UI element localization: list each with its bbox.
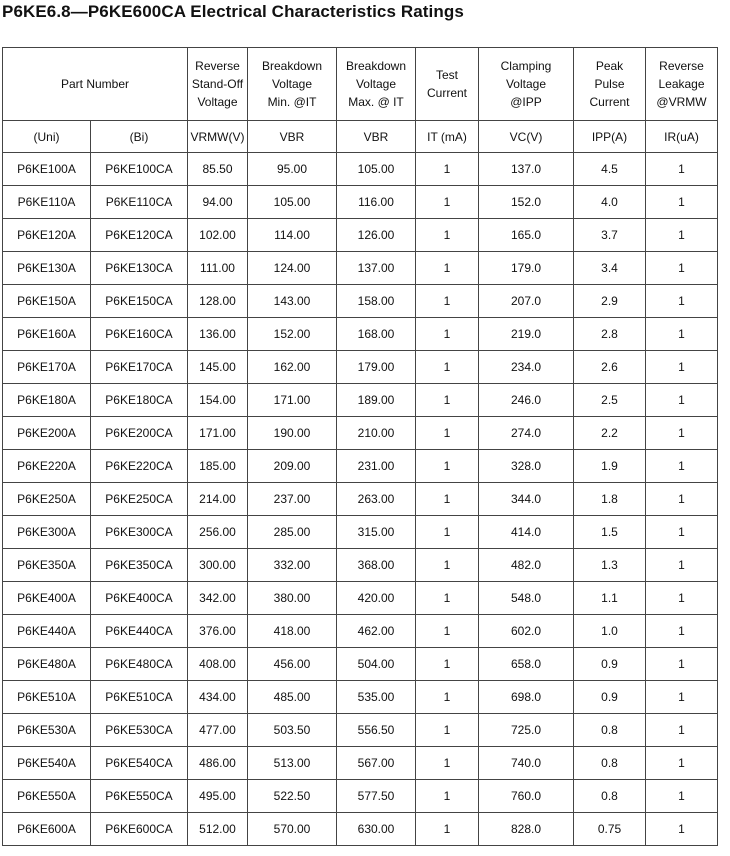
unit-vbr-min: VBR bbox=[248, 121, 337, 153]
cell-part-uni: P6KE540A bbox=[3, 747, 91, 780]
cell-part-bi: P6KE530CA bbox=[91, 714, 188, 747]
header-reverse-leakage: Reverse Leakage @VRMW bbox=[646, 48, 718, 121]
cell-part-uni: P6KE100A bbox=[3, 153, 91, 186]
cell-breakdown-max: 158.00 bbox=[337, 285, 416, 318]
cell-breakdown-max: 504.00 bbox=[337, 648, 416, 681]
cell-peak-pulse-current: 3.4 bbox=[574, 252, 646, 285]
header-clamping-voltage: Clamping Voltage @IPP bbox=[479, 48, 574, 121]
table-row bbox=[3, 813, 718, 846]
header-standoff-voltage: Reverse Stand-Off Voltage bbox=[188, 48, 248, 121]
cell-clamping-voltage: 165.0 bbox=[479, 219, 574, 252]
cell-standoff-voltage: 102.00 bbox=[188, 219, 248, 252]
cell-test-current: 1 bbox=[416, 384, 479, 417]
page-title: P6KE6.8—P6KE600CA Electrical Characteristics Ratings bbox=[2, 2, 464, 21]
cell-part-bi: P6KE120CA bbox=[91, 219, 188, 252]
cell-part-bi: P6KE130CA bbox=[91, 252, 188, 285]
unit-ir: IR(uA) bbox=[646, 121, 718, 153]
cell-breakdown-min: 190.00 bbox=[248, 417, 337, 450]
cell-standoff-voltage: 495.00 bbox=[188, 780, 248, 813]
cell-part-bi: P6KE180CA bbox=[91, 384, 188, 417]
cell-breakdown-min: 418.00 bbox=[248, 615, 337, 648]
cell-peak-pulse-current: 1.3 bbox=[574, 549, 646, 582]
cell-standoff-voltage: 408.00 bbox=[188, 648, 248, 681]
table-row bbox=[3, 648, 718, 681]
header-breakdown-min: Breakdown Voltage Min. @IT bbox=[248, 48, 337, 121]
cell-part-uni: P6KE550A bbox=[3, 780, 91, 813]
cell-breakdown-min: 485.00 bbox=[248, 681, 337, 714]
cell-peak-pulse-current: 0.75 bbox=[574, 813, 646, 846]
cell-breakdown-min: 124.00 bbox=[248, 252, 337, 285]
cell-test-current: 1 bbox=[416, 780, 479, 813]
cell-standoff-voltage: 477.00 bbox=[188, 714, 248, 747]
table-row bbox=[3, 318, 718, 351]
table-row bbox=[3, 549, 718, 582]
table-row bbox=[3, 186, 718, 219]
cell-standoff-voltage: 136.00 bbox=[188, 318, 248, 351]
cell-part-bi: P6KE540CA bbox=[91, 747, 188, 780]
cell-reverse-leakage: 1 bbox=[646, 813, 718, 846]
cell-test-current: 1 bbox=[416, 582, 479, 615]
cell-test-current: 1 bbox=[416, 252, 479, 285]
cell-reverse-leakage: 1 bbox=[646, 186, 718, 219]
cell-breakdown-min: 570.00 bbox=[248, 813, 337, 846]
cell-part-uni: P6KE170A bbox=[3, 351, 91, 384]
cell-standoff-voltage: 111.00 bbox=[188, 252, 248, 285]
cell-reverse-leakage: 1 bbox=[646, 516, 718, 549]
cell-part-bi: P6KE600CA bbox=[91, 813, 188, 846]
table-row bbox=[3, 384, 718, 417]
cell-part-uni: P6KE160A bbox=[3, 318, 91, 351]
cell-reverse-leakage: 1 bbox=[646, 417, 718, 450]
cell-test-current: 1 bbox=[416, 417, 479, 450]
header-test-current: Test Current bbox=[416, 48, 479, 121]
cell-clamping-voltage: 179.0 bbox=[479, 252, 574, 285]
table-row bbox=[3, 516, 718, 549]
cell-breakdown-min: 171.00 bbox=[248, 384, 337, 417]
cell-breakdown-min: 380.00 bbox=[248, 582, 337, 615]
cell-test-current: 1 bbox=[416, 714, 479, 747]
cell-breakdown-min: 513.00 bbox=[248, 747, 337, 780]
cell-breakdown-min: 152.00 bbox=[248, 318, 337, 351]
cell-clamping-voltage: 274.0 bbox=[479, 417, 574, 450]
cell-clamping-voltage: 698.0 bbox=[479, 681, 574, 714]
cell-test-current: 1 bbox=[416, 318, 479, 351]
cell-peak-pulse-current: 0.8 bbox=[574, 747, 646, 780]
cell-part-uni: P6KE120A bbox=[3, 219, 91, 252]
cell-standoff-voltage: 128.00 bbox=[188, 285, 248, 318]
cell-part-bi: P6KE440CA bbox=[91, 615, 188, 648]
cell-test-current: 1 bbox=[416, 549, 479, 582]
cell-breakdown-min: 114.00 bbox=[248, 219, 337, 252]
cell-test-current: 1 bbox=[416, 285, 479, 318]
cell-standoff-voltage: 342.00 bbox=[188, 582, 248, 615]
cell-standoff-voltage: 214.00 bbox=[188, 483, 248, 516]
cell-peak-pulse-current: 4.5 bbox=[574, 153, 646, 186]
cell-part-bi: P6KE160CA bbox=[91, 318, 188, 351]
cell-test-current: 1 bbox=[416, 351, 479, 384]
cell-clamping-voltage: 234.0 bbox=[479, 351, 574, 384]
cell-breakdown-min: 95.00 bbox=[248, 153, 337, 186]
cell-part-bi: P6KE480CA bbox=[91, 648, 188, 681]
cell-clamping-voltage: 328.0 bbox=[479, 450, 574, 483]
table-row bbox=[3, 747, 718, 780]
cell-peak-pulse-current: 1.5 bbox=[574, 516, 646, 549]
header-part-number: Part Number bbox=[3, 48, 188, 121]
cell-part-bi: P6KE200CA bbox=[91, 417, 188, 450]
cell-breakdown-min: 503.50 bbox=[248, 714, 337, 747]
cell-part-uni: P6KE350A bbox=[3, 549, 91, 582]
table-row bbox=[3, 450, 718, 483]
cell-part-bi: P6KE100CA bbox=[91, 153, 188, 186]
cell-breakdown-max: 179.00 bbox=[337, 351, 416, 384]
cell-reverse-leakage: 1 bbox=[646, 615, 718, 648]
cell-breakdown-max: 137.00 bbox=[337, 252, 416, 285]
cell-clamping-voltage: 219.0 bbox=[479, 318, 574, 351]
cell-standoff-voltage: 300.00 bbox=[188, 549, 248, 582]
cell-breakdown-max: 126.00 bbox=[337, 219, 416, 252]
cell-clamping-voltage: 482.0 bbox=[479, 549, 574, 582]
cell-breakdown-max: 556.50 bbox=[337, 714, 416, 747]
cell-breakdown-max: 315.00 bbox=[337, 516, 416, 549]
unit-uni: (Uni) bbox=[3, 121, 91, 153]
table-row bbox=[3, 285, 718, 318]
cell-peak-pulse-current: 3.7 bbox=[574, 219, 646, 252]
cell-reverse-leakage: 1 bbox=[646, 384, 718, 417]
cell-standoff-voltage: 145.00 bbox=[188, 351, 248, 384]
cell-peak-pulse-current: 2.8 bbox=[574, 318, 646, 351]
cell-part-bi: P6KE300CA bbox=[91, 516, 188, 549]
unit-ipp: IPP(A) bbox=[574, 121, 646, 153]
cell-peak-pulse-current: 0.9 bbox=[574, 648, 646, 681]
cell-part-bi: P6KE510CA bbox=[91, 681, 188, 714]
unit-vrmw: VRMW(V) bbox=[188, 121, 248, 153]
cell-test-current: 1 bbox=[416, 648, 479, 681]
cell-clamping-voltage: 137.0 bbox=[479, 153, 574, 186]
cell-breakdown-max: 462.00 bbox=[337, 615, 416, 648]
cell-peak-pulse-current: 0.9 bbox=[574, 681, 646, 714]
cell-breakdown-min: 285.00 bbox=[248, 516, 337, 549]
cell-breakdown-min: 332.00 bbox=[248, 549, 337, 582]
cell-part-bi: P6KE350CA bbox=[91, 549, 188, 582]
cell-part-bi: P6KE220CA bbox=[91, 450, 188, 483]
cell-standoff-voltage: 434.00 bbox=[188, 681, 248, 714]
cell-part-uni: P6KE130A bbox=[3, 252, 91, 285]
cell-reverse-leakage: 1 bbox=[646, 450, 718, 483]
cell-clamping-voltage: 760.0 bbox=[479, 780, 574, 813]
cell-clamping-voltage: 725.0 bbox=[479, 714, 574, 747]
cell-clamping-voltage: 152.0 bbox=[479, 186, 574, 219]
cell-reverse-leakage: 1 bbox=[646, 648, 718, 681]
cell-breakdown-min: 522.50 bbox=[248, 780, 337, 813]
cell-part-bi: P6KE250CA bbox=[91, 483, 188, 516]
cell-part-uni: P6KE180A bbox=[3, 384, 91, 417]
cell-clamping-voltage: 548.0 bbox=[479, 582, 574, 615]
cell-standoff-voltage: 256.00 bbox=[188, 516, 248, 549]
cell-standoff-voltage: 85.50 bbox=[188, 153, 248, 186]
cell-standoff-voltage: 185.00 bbox=[188, 450, 248, 483]
cell-test-current: 1 bbox=[416, 186, 479, 219]
header-peak-pulse-current: Peak Pulse Current bbox=[574, 48, 646, 121]
cell-standoff-voltage: 154.00 bbox=[188, 384, 248, 417]
cell-part-uni: P6KE530A bbox=[3, 714, 91, 747]
cell-breakdown-max: 577.50 bbox=[337, 780, 416, 813]
cell-breakdown-max: 368.00 bbox=[337, 549, 416, 582]
cell-peak-pulse-current: 2.5 bbox=[574, 384, 646, 417]
cell-breakdown-max: 420.00 bbox=[337, 582, 416, 615]
cell-clamping-voltage: 740.0 bbox=[479, 747, 574, 780]
unit-bi: (Bi) bbox=[91, 121, 188, 153]
cell-reverse-leakage: 1 bbox=[646, 714, 718, 747]
cell-test-current: 1 bbox=[416, 813, 479, 846]
cell-part-uni: P6KE510A bbox=[3, 681, 91, 714]
cell-breakdown-max: 231.00 bbox=[337, 450, 416, 483]
cell-reverse-leakage: 1 bbox=[646, 351, 718, 384]
cell-clamping-voltage: 414.0 bbox=[479, 516, 574, 549]
electrical-characteristics-table bbox=[2, 47, 718, 846]
cell-peak-pulse-current: 1.0 bbox=[574, 615, 646, 648]
table-row bbox=[3, 582, 718, 615]
cell-test-current: 1 bbox=[416, 747, 479, 780]
cell-part-bi: P6KE400CA bbox=[91, 582, 188, 615]
cell-part-uni: P6KE600A bbox=[3, 813, 91, 846]
cell-breakdown-min: 162.00 bbox=[248, 351, 337, 384]
table-row bbox=[3, 483, 718, 516]
cell-part-uni: P6KE480A bbox=[3, 648, 91, 681]
cell-reverse-leakage: 1 bbox=[646, 318, 718, 351]
cell-breakdown-max: 263.00 bbox=[337, 483, 416, 516]
cell-reverse-leakage: 1 bbox=[646, 681, 718, 714]
cell-test-current: 1 bbox=[416, 483, 479, 516]
cell-test-current: 1 bbox=[416, 681, 479, 714]
table-row bbox=[3, 351, 718, 384]
cell-part-uni: P6KE250A bbox=[3, 483, 91, 516]
cell-clamping-voltage: 658.0 bbox=[479, 648, 574, 681]
cell-clamping-voltage: 602.0 bbox=[479, 615, 574, 648]
cell-peak-pulse-current: 1.1 bbox=[574, 582, 646, 615]
table-row bbox=[3, 714, 718, 747]
table-row bbox=[3, 252, 718, 285]
cell-standoff-voltage: 512.00 bbox=[188, 813, 248, 846]
cell-breakdown-max: 210.00 bbox=[337, 417, 416, 450]
cell-reverse-leakage: 1 bbox=[646, 252, 718, 285]
cell-reverse-leakage: 1 bbox=[646, 747, 718, 780]
cell-clamping-voltage: 246.0 bbox=[479, 384, 574, 417]
cell-standoff-voltage: 486.00 bbox=[188, 747, 248, 780]
cell-test-current: 1 bbox=[416, 219, 479, 252]
cell-test-current: 1 bbox=[416, 450, 479, 483]
cell-test-current: 1 bbox=[416, 516, 479, 549]
units-row bbox=[3, 121, 718, 153]
unit-vc: VC(V) bbox=[479, 121, 574, 153]
cell-breakdown-min: 105.00 bbox=[248, 186, 337, 219]
cell-breakdown-min: 209.00 bbox=[248, 450, 337, 483]
table-row bbox=[3, 615, 718, 648]
cell-part-uni: P6KE220A bbox=[3, 450, 91, 483]
cell-breakdown-max: 116.00 bbox=[337, 186, 416, 219]
cell-part-uni: P6KE400A bbox=[3, 582, 91, 615]
cell-part-bi: P6KE150CA bbox=[91, 285, 188, 318]
cell-part-uni: P6KE200A bbox=[3, 417, 91, 450]
cell-breakdown-max: 105.00 bbox=[337, 153, 416, 186]
cell-peak-pulse-current: 4.0 bbox=[574, 186, 646, 219]
cell-peak-pulse-current: 1.9 bbox=[574, 450, 646, 483]
cell-standoff-voltage: 171.00 bbox=[188, 417, 248, 450]
cell-standoff-voltage: 376.00 bbox=[188, 615, 248, 648]
cell-part-bi: P6KE550CA bbox=[91, 780, 188, 813]
cell-breakdown-max: 189.00 bbox=[337, 384, 416, 417]
cell-peak-pulse-current: 2.9 bbox=[574, 285, 646, 318]
cell-peak-pulse-current: 2.2 bbox=[574, 417, 646, 450]
cell-breakdown-max: 535.00 bbox=[337, 681, 416, 714]
cell-part-uni: P6KE300A bbox=[3, 516, 91, 549]
cell-reverse-leakage: 1 bbox=[646, 582, 718, 615]
cell-clamping-voltage: 344.0 bbox=[479, 483, 574, 516]
cell-part-bi: P6KE110CA bbox=[91, 186, 188, 219]
cell-peak-pulse-current: 0.8 bbox=[574, 714, 646, 747]
header-breakdown-max: Breakdown Voltage Max. @ IT bbox=[337, 48, 416, 121]
cell-reverse-leakage: 1 bbox=[646, 549, 718, 582]
cell-breakdown-min: 456.00 bbox=[248, 648, 337, 681]
cell-reverse-leakage: 1 bbox=[646, 285, 718, 318]
cell-peak-pulse-current: 0.8 bbox=[574, 780, 646, 813]
cell-part-uni: P6KE150A bbox=[3, 285, 91, 318]
unit-vbr-max: VBR bbox=[337, 121, 416, 153]
cell-breakdown-min: 237.00 bbox=[248, 483, 337, 516]
cell-peak-pulse-current: 1.8 bbox=[574, 483, 646, 516]
cell-peak-pulse-current: 2.6 bbox=[574, 351, 646, 384]
table-row bbox=[3, 153, 718, 186]
cell-reverse-leakage: 1 bbox=[646, 153, 718, 186]
cell-clamping-voltage: 207.0 bbox=[479, 285, 574, 318]
table-row bbox=[3, 219, 718, 252]
cell-reverse-leakage: 1 bbox=[646, 780, 718, 813]
cell-clamping-voltage: 828.0 bbox=[479, 813, 574, 846]
cell-breakdown-max: 630.00 bbox=[337, 813, 416, 846]
cell-part-uni: P6KE440A bbox=[3, 615, 91, 648]
table-row bbox=[3, 780, 718, 813]
cell-breakdown-max: 168.00 bbox=[337, 318, 416, 351]
cell-reverse-leakage: 1 bbox=[646, 219, 718, 252]
cell-reverse-leakage: 1 bbox=[646, 483, 718, 516]
unit-it: IT (mA) bbox=[416, 121, 479, 153]
table-row bbox=[3, 681, 718, 714]
table-row bbox=[3, 417, 718, 450]
cell-standoff-voltage: 94.00 bbox=[188, 186, 248, 219]
cell-test-current: 1 bbox=[416, 153, 479, 186]
cell-breakdown-min: 143.00 bbox=[248, 285, 337, 318]
cell-part-uni: P6KE110A bbox=[3, 186, 91, 219]
cell-test-current: 1 bbox=[416, 615, 479, 648]
cell-part-bi: P6KE170CA bbox=[91, 351, 188, 384]
cell-breakdown-max: 567.00 bbox=[337, 747, 416, 780]
